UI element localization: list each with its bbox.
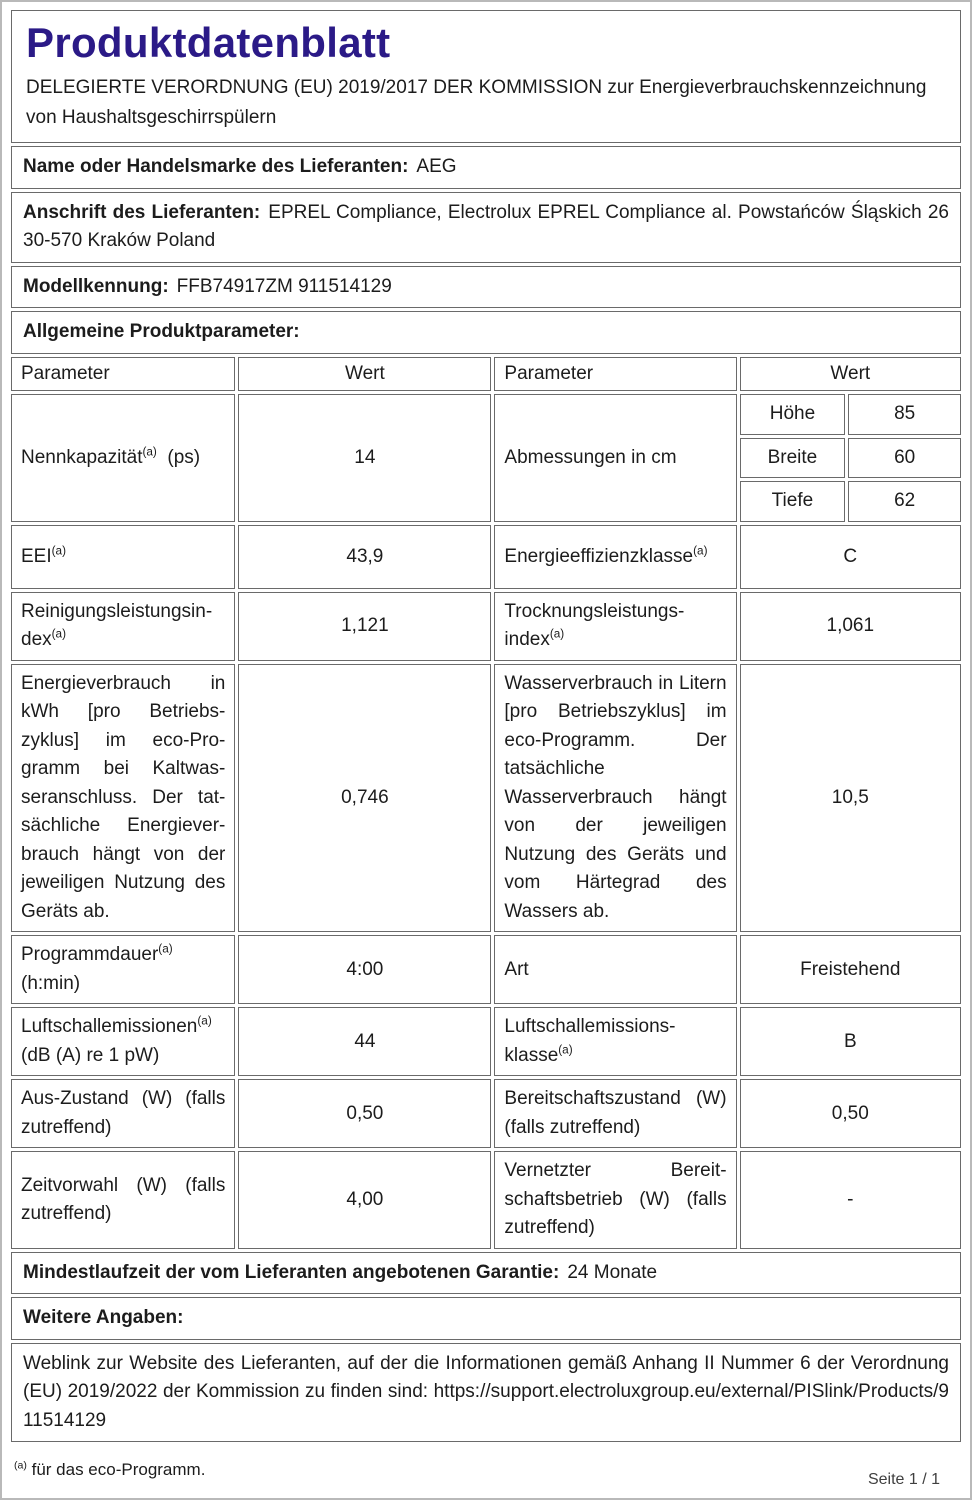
water-consumption-label-cell	[494, 664, 736, 933]
dimension-width-value: 60	[848, 438, 961, 479]
supplier-address-text	[23, 199, 949, 256]
col-header-wert-left: Wert	[238, 357, 491, 392]
footnote-marker: (a)	[51, 628, 67, 642]
weblink-url: https://support.electroluxgroup.eu/external/PISlink/Products/911514129	[23, 1381, 949, 1431]
supplier-address-row	[11, 192, 961, 263]
capacity-label-cell	[11, 394, 235, 522]
weblink-label: Weblink zur Website des Lieferanten, auf der die Informationen gemäß Anhang II Nummer 6 der Verordnung (EU) 2019/2022 der Kommission zu finden sind:	[23, 1352, 949, 1403]
cleaning-index-label: Reinigungsleistungsindex$^{(a)}$	[21, 600, 213, 651]
noise-class-label-cell	[494, 1007, 736, 1076]
standby-label-cell	[494, 1079, 736, 1148]
weblink-row	[11, 1343, 961, 1443]
supplier-name-text	[23, 153, 457, 182]
table-row-delay-start	[11, 1151, 961, 1249]
cleaning-index-value-cell: 1,121	[238, 592, 491, 661]
delay-start-label-cell	[11, 1151, 235, 1249]
noise-value-cell: 44	[238, 1007, 491, 1076]
noise-label: Luftschallemissionen$^{(a)}$ (dB (A) re 1 pW)	[21, 1015, 212, 1066]
header-section	[11, 10, 961, 143]
type-label-cell: Art	[494, 935, 736, 1004]
supplier-name-label: Name oder Handelsmarke des Lieferanten:	[23, 156, 409, 178]
page-number: Seite 1 / 1	[867, 1471, 940, 1488]
noise-class-label: Luftschallemissionsklasse$^{(a)}$	[504, 1016, 676, 1066]
footnote-marker: (a)	[14, 1459, 27, 1472]
duration-label-cell	[11, 935, 235, 1004]
warranty-row	[11, 1252, 961, 1295]
table-header-row	[11, 357, 961, 392]
drying-index-label-cell	[494, 592, 736, 661]
drying-index-value-cell: 1,061	[740, 592, 961, 661]
footnote-marker: (a)	[158, 943, 173, 957]
dimension-depth-label: Tiefe	[740, 481, 846, 522]
regulation-subtitle: DELEGIERTE VERORDNUNG (EU) 2019/2017 DER KOMMISSION zur Energieverbrauchskennzeichnung von Haushaltsgeschirrspülern	[26, 77, 927, 128]
warranty-label: Mindestlaufzeit der vom Lieferanten angebotenen Garantie:	[23, 1261, 560, 1283]
general-parameters-heading: Allgemeine Produktparameter:	[23, 321, 300, 343]
eei-value-cell: 43,9	[238, 525, 491, 589]
eco-programme-footnote: $^{(a)}$ für das eco-Programm.	[14, 1459, 206, 1480]
standby-label: Bereitschaftszustand (W) (falls zutreffend)	[504, 1088, 727, 1138]
off-mode-value-cell: 0,50	[238, 1079, 491, 1148]
table-row-consumption	[11, 664, 961, 933]
networked-standby-label: Vernetzter Bereitschaftsbetrieb (W) (falls zutreffend)	[504, 1160, 727, 1239]
footnote-marker: (a)	[142, 445, 157, 459]
type-value-cell: Freistehend	[740, 935, 961, 1004]
energy-class-value-cell: C	[740, 525, 961, 589]
cleaning-index-label-cell	[11, 592, 235, 661]
noise-label-cell	[11, 1007, 235, 1076]
energy-class-label-cell	[494, 525, 736, 589]
dimension-height-value: 85	[848, 394, 961, 435]
page-title: Produktdatenblatt	[26, 19, 391, 66]
energy-consumption-label-cell	[11, 664, 235, 933]
footnote-marker: (a)	[558, 1043, 573, 1057]
networked-standby-value-cell: -	[740, 1151, 961, 1249]
model-id-label: Modellkennung:	[23, 275, 169, 297]
footnote-marker: (a)	[51, 544, 67, 558]
eei-label: EEI$^{(a)}$	[21, 544, 67, 567]
delay-start-label: Zeitvorwahl (W) (falls zutreffend)	[21, 1174, 226, 1225]
general-parameters-heading-row	[11, 311, 961, 354]
supplier-address-value: EPREL Compliance, Electrolux EPREL Compliance al. Powstańców Śląskich 26 30-570 Kraków Poland	[23, 201, 949, 252]
supplier-name-value: AEG	[416, 156, 457, 178]
table-row-duration	[11, 935, 961, 1004]
water-consumption-label: Wasserverbrauch in Litern [pro Betriebszyklus] im eco-Programm. Der tatsächliche Wasserverbrauch hängt von der jeweiligen Nutzung des Geräts und vom Härtegrad des Wassers ab.	[504, 672, 727, 922]
noise-class-value-cell: B	[740, 1007, 961, 1076]
off-mode-label: Aus-Zustand (W) (falls zutreffend)	[21, 1088, 226, 1138]
warranty-value: 24 Monate	[567, 1261, 658, 1283]
dimension-height-label: Höhe	[740, 394, 846, 435]
networked-standby-label-cell	[494, 1151, 736, 1249]
warranty-text	[23, 1259, 657, 1288]
dimension-width-label: Breite	[740, 438, 846, 479]
energy-class-label: Energieeffizienzklasse$^{(a)}$	[504, 544, 708, 567]
energy-consumption-label: Energieverbrauch in kWh [pro Betriebszyklus] im eco-Programm bei Kaltwasseranschluss. Der tatsächliche Energieverbrauch hängt von der jeweiligen Nutzung des Geräts ab.	[21, 672, 226, 922]
table-row-cleaning-index	[11, 592, 961, 661]
additional-info-heading-row	[11, 1297, 961, 1340]
model-id-value: FFB74917ZM 911514129	[176, 275, 392, 297]
col-header-wert-right: Wert	[740, 357, 961, 392]
footnote-marker: (a)	[693, 544, 708, 558]
col-header-parameter-left: Parameter	[11, 357, 235, 392]
dimensions-label-cell: Abmessungen in cm	[494, 394, 736, 522]
delay-start-value-cell: 4,00	[238, 1151, 491, 1249]
table-row-eei	[11, 525, 961, 589]
water-consumption-value-cell: 10,5	[740, 664, 961, 933]
footnote-marker: (a)	[549, 628, 565, 642]
drying-index-label: Trocknungsleistungsindex$^{(a)}$	[504, 600, 685, 651]
model-id-text	[23, 273, 392, 302]
weblink-text	[23, 1350, 949, 1436]
capacity-value-cell: 14	[238, 394, 491, 522]
off-mode-label-cell	[11, 1079, 235, 1148]
model-id-row	[11, 266, 961, 309]
duration-label: Programmdauer$^{(a)}$ (h:min)	[21, 943, 173, 994]
table-row-capacity	[11, 394, 961, 522]
additional-info-heading: Weitere Angaben:	[23, 1307, 184, 1329]
supplier-name-row	[11, 146, 961, 189]
standby-value-cell: 0,50	[740, 1079, 961, 1148]
capacity-label: Nennkapazität$^{(a)}$ (ps)	[21, 445, 201, 468]
footnote-marker: (a)	[197, 1015, 212, 1029]
table-row-off-mode	[11, 1079, 961, 1148]
energy-consumption-value-cell: 0,746	[238, 664, 491, 933]
table-row-noise	[11, 1007, 961, 1076]
dimension-depth-value: 62	[848, 481, 961, 522]
eei-label-cell	[11, 525, 235, 589]
supplier-address-label: Anschrift des Lieferanten:	[23, 201, 261, 223]
col-header-parameter-right: Parameter	[494, 357, 736, 392]
duration-value-cell: 4:00	[238, 935, 491, 1004]
